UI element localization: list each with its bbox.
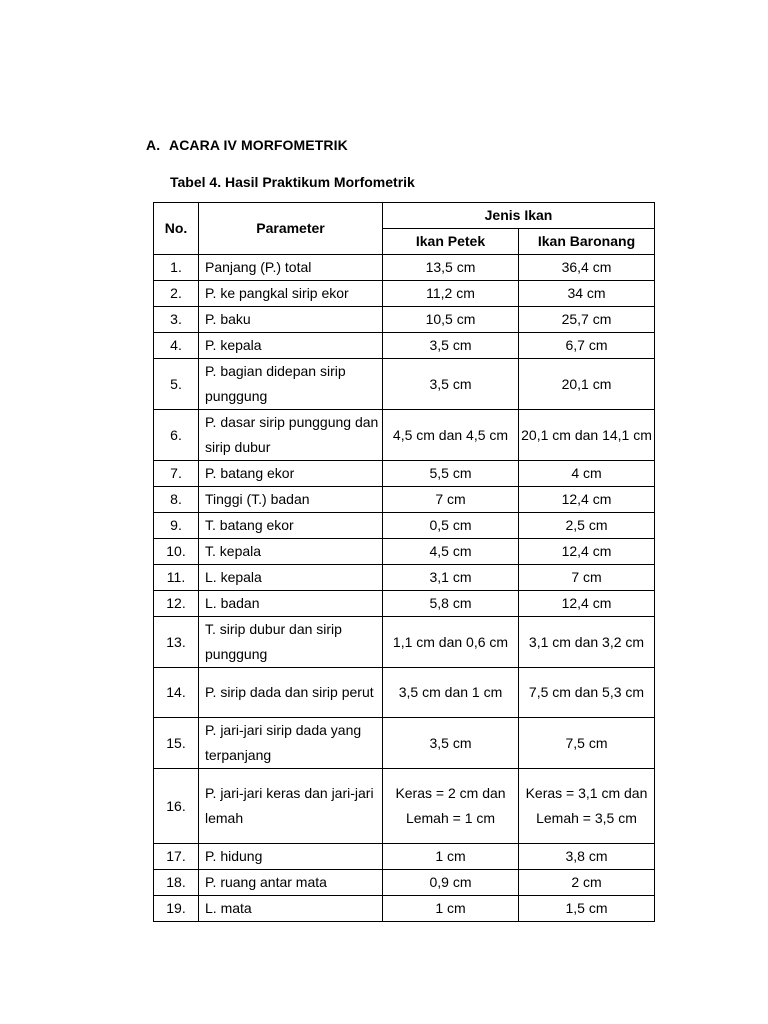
cell-ikan-baronang: 12,4 cm: [519, 539, 655, 565]
table-row: [154, 870, 655, 896]
table-row: [154, 591, 655, 617]
table-row: [154, 617, 655, 668]
cell-parameter: P. ke pangkal sirip ekor: [199, 281, 383, 307]
table-row: [154, 844, 655, 870]
cell-parameter: T. sirip dubur dan sirip punggung: [199, 617, 383, 668]
table-row: [154, 718, 655, 769]
cell-no: 11.: [154, 565, 199, 591]
cell-ikan-baronang: 2,5 cm: [519, 513, 655, 539]
table-row: [154, 668, 655, 718]
cell-parameter: Tinggi (T.) badan: [199, 487, 383, 513]
cell-parameter: P. ruang antar mata: [199, 870, 383, 896]
cell-ikan-petek: 5,5 cm: [383, 461, 519, 487]
cell-ikan-baronang: 7,5 cm: [519, 718, 655, 769]
cell-ikan-petek: 3,5 cm: [383, 359, 519, 410]
cell-ikan-petek: 13,5 cm: [383, 255, 519, 281]
cell-no: 8.: [154, 487, 199, 513]
section-letter: A.: [146, 137, 161, 153]
cell-no: 14.: [154, 668, 199, 718]
table-row: [154, 307, 655, 333]
cell-ikan-petek: 1 cm: [383, 844, 519, 870]
cell-ikan-petek: 11,2 cm: [383, 281, 519, 307]
cell-no: 4.: [154, 333, 199, 359]
cell-no: 18.: [154, 870, 199, 896]
cell-no: 9.: [154, 513, 199, 539]
table-row: [154, 513, 655, 539]
morphometric-table: [153, 202, 655, 922]
cell-ikan-petek: 1 cm: [383, 896, 519, 922]
cell-parameter: P. jari-jari sirip dada yang terpanjang: [199, 718, 383, 769]
cell-parameter: P. jari-jari keras dan jari-jari lemah: [199, 769, 383, 844]
cell-ikan-petek: 3,5 cm: [383, 333, 519, 359]
table-row: [154, 410, 655, 461]
cell-ikan-baronang: 3,1 cm dan 3,2 cm: [519, 617, 655, 668]
cell-parameter: L. mata: [199, 896, 383, 922]
header-no: No.: [154, 203, 199, 255]
cell-no: 13.: [154, 617, 199, 668]
cell-parameter: P. bagian didepan sirip punggung: [199, 359, 383, 410]
table-row: [154, 461, 655, 487]
cell-ikan-baronang: 7 cm: [519, 565, 655, 591]
cell-no: 2.: [154, 281, 199, 307]
cell-ikan-petek: 10,5 cm: [383, 307, 519, 333]
cell-no: 17.: [154, 844, 199, 870]
cell-ikan-petek: 3,5 cm dan 1 cm: [383, 668, 519, 718]
cell-parameter: Panjang (P.) total: [199, 255, 383, 281]
cell-no: 6.: [154, 410, 199, 461]
cell-ikan-baronang: 12,4 cm: [519, 487, 655, 513]
cell-ikan-petek: 1,1 cm dan 0,6 cm: [383, 617, 519, 668]
cell-no: 7.: [154, 461, 199, 487]
cell-no: 19.: [154, 896, 199, 922]
cell-ikan-baronang: 6,7 cm: [519, 333, 655, 359]
section-title: ACARA IV MORFOMETRIK: [169, 137, 348, 153]
cell-parameter: P. baku: [199, 307, 383, 333]
cell-ikan-baronang: 20,1 cm dan 14,1 cm: [519, 410, 655, 461]
cell-ikan-baronang: 4 cm: [519, 461, 655, 487]
cell-ikan-baronang: 7,5 cm dan 5,3 cm: [519, 668, 655, 718]
section-heading: [146, 137, 348, 153]
cell-no: 16.: [154, 769, 199, 844]
cell-no: 5.: [154, 359, 199, 410]
cell-no: 10.: [154, 539, 199, 565]
header-parameter: Parameter: [199, 203, 383, 255]
cell-ikan-petek: 5,8 cm: [383, 591, 519, 617]
cell-ikan-baronang: 12,4 cm: [519, 591, 655, 617]
cell-no: 15.: [154, 718, 199, 769]
cell-ikan-petek: Keras = 2 cm dan Lemah = 1 cm: [383, 769, 519, 844]
cell-parameter: T. kepala: [199, 539, 383, 565]
cell-ikan-petek: 0,5 cm: [383, 513, 519, 539]
morphometric-table-container: [153, 202, 655, 922]
cell-ikan-baronang: 25,7 cm: [519, 307, 655, 333]
cell-ikan-baronang: 34 cm: [519, 281, 655, 307]
cell-parameter: P. hidung: [199, 844, 383, 870]
table-row: [154, 359, 655, 410]
table-row: [154, 769, 655, 844]
table-row: [154, 281, 655, 307]
cell-ikan-petek: 3,1 cm: [383, 565, 519, 591]
cell-ikan-baronang: 36,4 cm: [519, 255, 655, 281]
cell-parameter: T. batang ekor: [199, 513, 383, 539]
cell-parameter: L. kepala: [199, 565, 383, 591]
cell-ikan-baronang: 3,8 cm: [519, 844, 655, 870]
cell-ikan-petek: 4,5 cm: [383, 539, 519, 565]
table-row: [154, 333, 655, 359]
header-ikan-petek: Ikan Petek: [383, 229, 519, 255]
cell-parameter: L. badan: [199, 591, 383, 617]
cell-ikan-baronang: 2 cm: [519, 870, 655, 896]
cell-no: 12.: [154, 591, 199, 617]
cell-ikan-baronang: 20,1 cm: [519, 359, 655, 410]
cell-parameter: P. sirip dada dan sirip perut: [199, 668, 383, 718]
table-row: [154, 255, 655, 281]
cell-parameter: P. kepala: [199, 333, 383, 359]
cell-no: 3.: [154, 307, 199, 333]
table-row: [154, 896, 655, 922]
cell-ikan-baronang: 1,5 cm: [519, 896, 655, 922]
cell-ikan-petek: 7 cm: [383, 487, 519, 513]
cell-parameter: P. dasar sirip punggung dan sirip dubur: [199, 410, 383, 461]
table-row: [154, 565, 655, 591]
cell-ikan-baronang: Keras = 3,1 cm dan Lemah = 3,5 cm: [519, 769, 655, 844]
cell-ikan-petek: 0,9 cm: [383, 870, 519, 896]
cell-ikan-petek: 3,5 cm: [383, 718, 519, 769]
table-caption: Tabel 4. Hasil Praktikum Morfometrik: [170, 174, 415, 190]
header-group-jenis-ikan: Jenis Ikan: [383, 203, 655, 229]
header-ikan-baronang: Ikan Baronang: [519, 229, 655, 255]
table-row: [154, 539, 655, 565]
table-row: [154, 487, 655, 513]
cell-no: 1.: [154, 255, 199, 281]
cell-parameter: P. batang ekor: [199, 461, 383, 487]
cell-ikan-petek: 4,5 cm dan 4,5 cm: [383, 410, 519, 461]
